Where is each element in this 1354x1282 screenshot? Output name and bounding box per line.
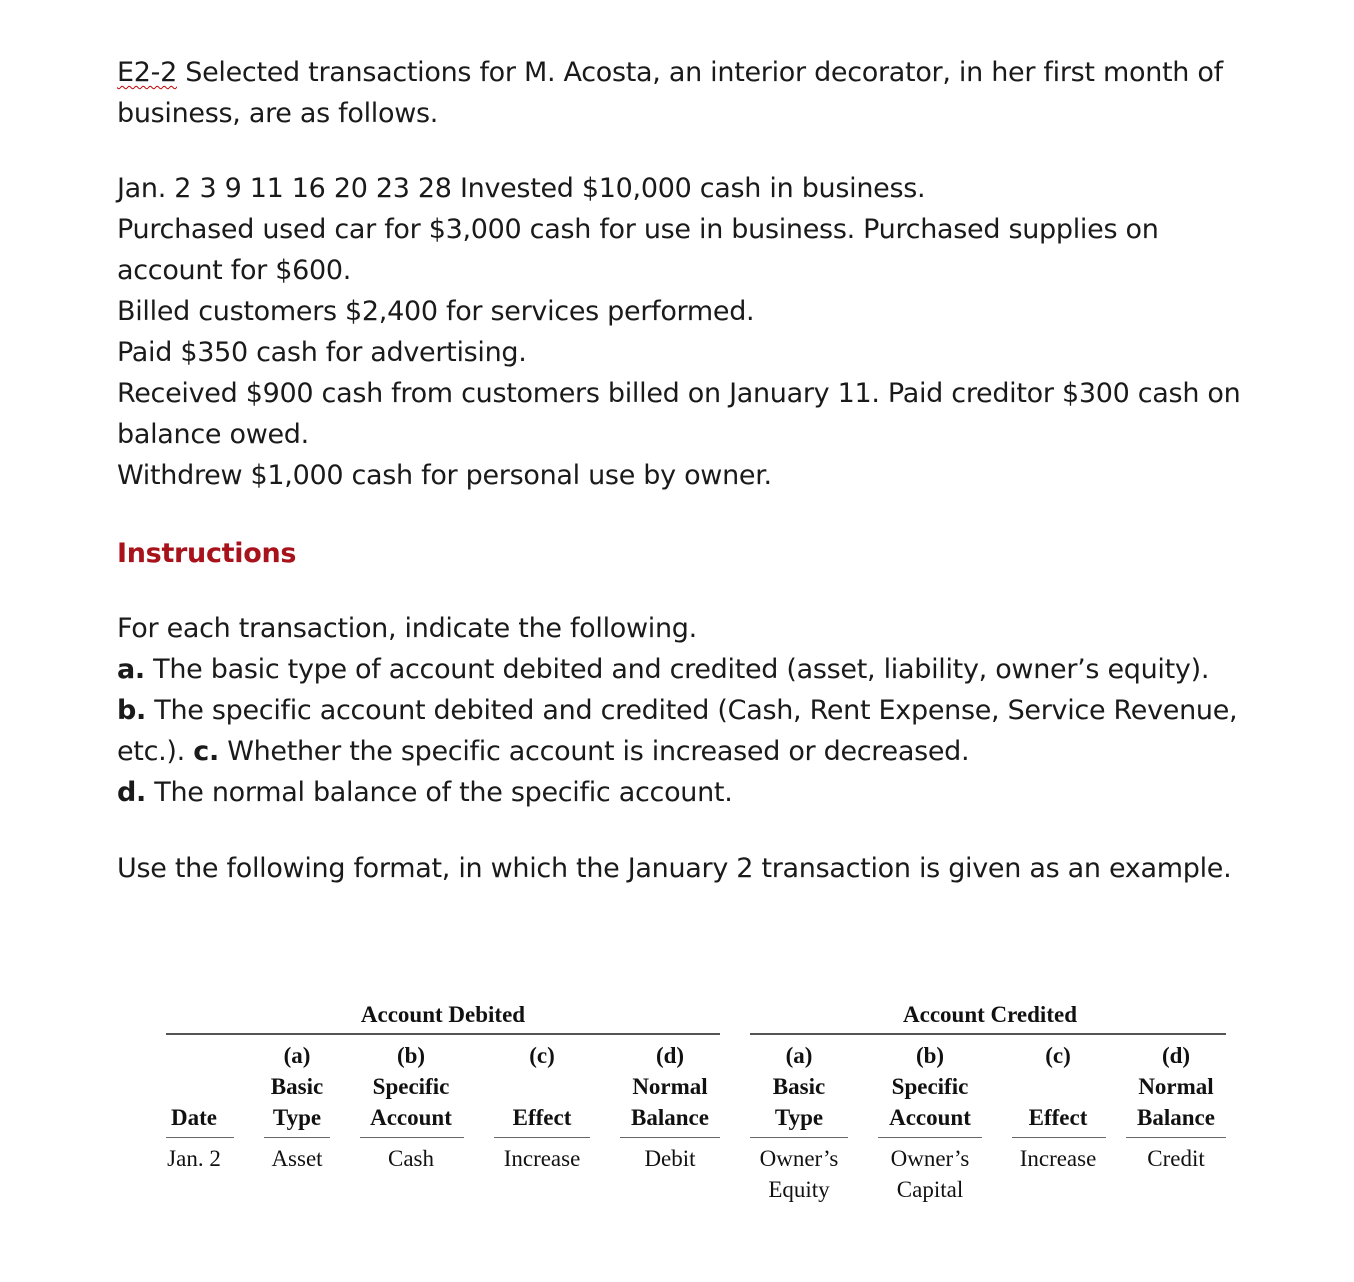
example-debit-balance: Debit: [644, 1146, 696, 1171]
header-rule-credit-a: [750, 1137, 848, 1138]
example-credit-type-line2: Equity: [768, 1177, 830, 1202]
instruction-c-label: c.: [193, 736, 219, 767]
transaction-list: [117, 168, 1247, 496]
example-credit-balance: Credit: [1147, 1146, 1205, 1171]
instructions-intro: For each transaction, indicate the following.: [117, 613, 697, 644]
header-rule-credit-d: [1126, 1137, 1226, 1138]
header-rule-debit-d: [620, 1137, 720, 1138]
header-rule-credit-c: [1012, 1137, 1106, 1138]
instructions-heading: Instructions: [117, 538, 297, 569]
example-debit-account: Cash: [388, 1146, 434, 1171]
exercise-code: E2-2: [117, 57, 177, 88]
instruction-b-text: The specific account debited and credited (Cash, Rent Expense, Service Revenue, etc.).: [117, 695, 1238, 767]
transaction-line: Paid $350 cash for advertising.: [117, 337, 527, 368]
debit-c-label: (c): [529, 1043, 555, 1068]
debit-c-line1: Effect: [512, 1105, 572, 1130]
credit-b-line2: Account: [889, 1105, 971, 1130]
credit-a-line2: Type: [774, 1105, 824, 1130]
credit-d-line2: Balance: [1137, 1105, 1215, 1130]
credit-a-label: (a): [785, 1043, 813, 1068]
debit-d-line1: Normal: [632, 1074, 708, 1099]
instruction-d-label: d.: [117, 777, 146, 808]
instruction-b-label: b.: [117, 695, 146, 726]
debit-a-line2: Type: [272, 1105, 322, 1130]
header-rule-credit-b: [878, 1137, 982, 1138]
format-note: Use the following format, in which the January 2 transaction is given as an example.: [117, 853, 1232, 884]
debit-b-line2: Account: [370, 1105, 452, 1130]
account-credited-title: Account Credited: [903, 1002, 1077, 1027]
credit-b-label: (b): [915, 1043, 945, 1068]
example-date: Jan. 2: [167, 1146, 221, 1171]
instruction-b-c: [117, 690, 1257, 772]
instruction-d-text: The normal balance of the specific account.: [145, 777, 733, 808]
transaction-line: Purchased used car for $3,000 cash for use in business. Purchased supplies on account for $600.: [117, 214, 1159, 286]
debit-d-label: (d): [655, 1043, 685, 1068]
credit-c-label: (c): [1045, 1043, 1071, 1068]
exercise-description: Selected transactions for M. Acosta, an interior decorator, in her first month of business, are as follows.: [117, 57, 1223, 129]
instruction-a: [117, 649, 1257, 690]
credit-d-line1: Normal: [1138, 1074, 1214, 1099]
credit-c-line1: Effect: [1028, 1105, 1088, 1130]
debit-b-label: (b): [396, 1043, 426, 1068]
transaction-line: Jan. 2 3 9 11 16 20 23 28 Invested $10,000 cash in business.: [117, 173, 926, 204]
instruction-a-label: a.: [117, 654, 145, 685]
header-rule-date: [166, 1137, 234, 1138]
debit-a-label: (a): [283, 1043, 311, 1068]
credit-a-line1: Basic: [772, 1074, 826, 1099]
credited-group-rule: [750, 1033, 1226, 1035]
account-debited-title: Account Debited: [360, 1002, 526, 1027]
example-credit-account-line1: Owner’s: [890, 1146, 970, 1171]
transaction-line: Received $900 cash from customers billed on January 11. Paid creditor $300 cash on balance owed.: [117, 378, 1241, 450]
example-credit-type-line1: Owner’s: [759, 1146, 839, 1171]
example-debit-effect: Increase: [503, 1146, 581, 1171]
date-header: Date: [171, 1105, 217, 1130]
debit-a-line1: Basic: [270, 1074, 324, 1099]
example-debit-type: Asset: [271, 1146, 323, 1171]
instruction-a-text: The basic type of account debited and credited (asset, liability, owner’s equity).: [144, 654, 1210, 685]
example-credit-effect: Increase: [1019, 1146, 1097, 1171]
header-rule-debit-c: [494, 1137, 590, 1138]
debited-group-rule: [166, 1033, 720, 1035]
instruction-d: [117, 772, 1257, 813]
debit-b-line1: Specific: [372, 1074, 450, 1099]
transaction-line: Withdrew $1,000 cash for personal use by owner.: [117, 460, 772, 491]
header-rule-debit-b: [360, 1137, 464, 1138]
credit-d-label: (d): [1161, 1043, 1191, 1068]
instructions-body: [117, 608, 1257, 813]
example-credit-account-line2: Capital: [896, 1177, 964, 1202]
transaction-line: Billed customers $2,400 for services performed.: [117, 296, 755, 327]
exercise-title: [117, 52, 1257, 134]
instruction-c-text: Whether the specific account is increased or decreased.: [218, 736, 970, 767]
header-rule-debit-a: [264, 1137, 330, 1138]
credit-b-line1: Specific: [891, 1074, 969, 1099]
debit-d-line2: Balance: [631, 1105, 709, 1130]
